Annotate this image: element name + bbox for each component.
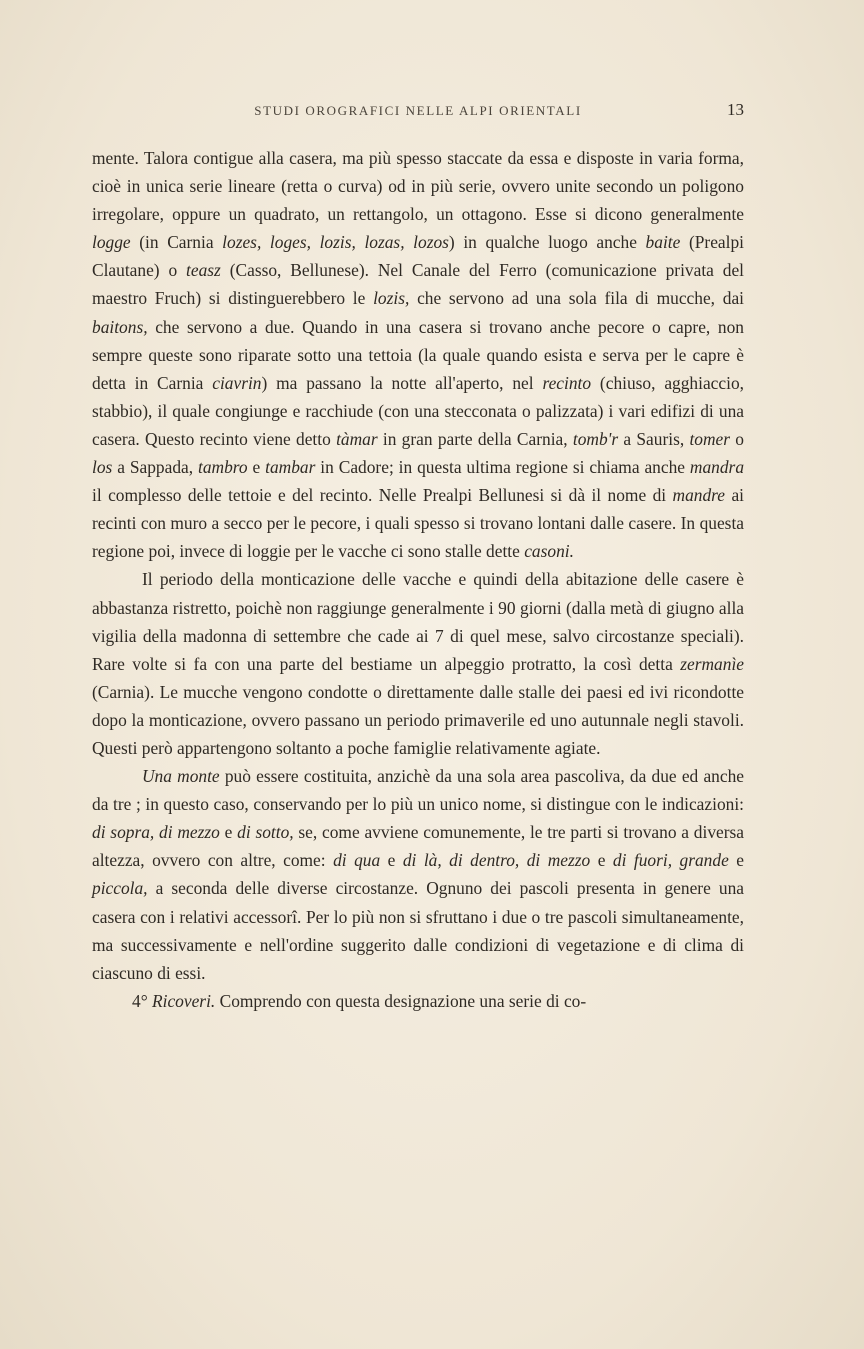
text-run: ai recinti con muro a secco per le pecore, i quali spesso si trovano lontani dalle casere. In questa regione poi, invece di loggie per le vacche ci sono stalle dette bbox=[92, 485, 744, 562]
italic-term: tomer bbox=[689, 428, 731, 449]
italic-term: zermanìe bbox=[680, 653, 744, 674]
italic-term: lozes, loges, lozis, lozas, lozos bbox=[222, 232, 449, 253]
italic-term: di fuori, grande bbox=[612, 850, 729, 871]
text-run: in gran parte della Carnia, bbox=[377, 428, 573, 449]
text-run: (Casso, Bellunese). Nel Canale del Ferro (comunicazione privata del maestro Fruch) si distinguerebbero le bbox=[92, 260, 744, 309]
body-text bbox=[92, 144, 744, 1015]
text-run: che servono ad una sola fila di mucche, dai bbox=[409, 288, 745, 309]
text-run: o bbox=[730, 428, 744, 449]
text-run: (in Carnia bbox=[130, 232, 223, 253]
paragraph-1 bbox=[92, 144, 744, 565]
italic-term: teasz bbox=[186, 260, 221, 281]
text-run: e bbox=[219, 822, 238, 843]
italic-term: recinto bbox=[542, 372, 592, 393]
italic-term: casoni. bbox=[524, 541, 574, 562]
italic-term: tambar bbox=[265, 457, 316, 478]
italic-term: tàmar bbox=[336, 428, 378, 449]
italic-term: los bbox=[92, 457, 113, 478]
running-title: STUDI OROGRAFICI NELLE ALPI ORIENTALI bbox=[254, 103, 582, 118]
italic-term: baitons, bbox=[92, 316, 148, 337]
text-run: Il periodo della monticazione delle vacche e quindi della abitazione delle casere è abbastanza ristretto, poichè non raggiunge generalmente i 90 giorni (dalla metà di giugno alla vigilia della madonna di settembre che cade ai 7 di quel mese, salvo circostanze speciali). Rare volte si fa con una parte del bestiame un alpeggio protratto, la così detta bbox=[92, 569, 744, 674]
italic-term: Una monte bbox=[142, 766, 220, 787]
italic-term: di qua bbox=[333, 850, 381, 871]
italic-term: logge bbox=[92, 232, 131, 253]
text-run: se, come avviene comunemente, le tre parti si trovano a diversa altezza, ovvero con altre, come: bbox=[92, 822, 745, 871]
text-run: a seconda delle diverse circostanze. Ognuno dei pascoli presenta in genere una casera con i relativi accessorî. Per lo più non si sfruttano i due o tre pascoli simultaneamente, ma successivamente e nell'ordine suggerito dalle condizioni di vegetazione e di clima di ciascuno di essi. bbox=[92, 878, 744, 983]
text-run: e bbox=[247, 457, 266, 478]
page-header bbox=[92, 100, 744, 124]
paragraph-3 bbox=[92, 762, 744, 987]
italic-term: baite bbox=[645, 232, 681, 253]
italic-term: piccola, bbox=[92, 878, 148, 899]
italic-term: ciavrin bbox=[212, 372, 262, 393]
text-run: a Sappada, bbox=[112, 457, 198, 478]
italic-term: Ricoveri. bbox=[152, 990, 216, 1011]
text-run: il complesso delle tettoie e del recinto. Nelle Prealpi Bellunesi si dà il nome di bbox=[92, 485, 673, 506]
text-run: (Carnia). Le mucche vengono condotte o direttamente dalle stalle dei paesi ed ivi ricondotte dopo la monticazione, ovvero passano un periodo primaverile ed uno autunnale negli stavoli. Questi però appartengono soltanto a poche famiglie relativamente agiate. bbox=[92, 681, 744, 758]
text-run: ) in qualche luogo anche bbox=[448, 232, 646, 253]
paragraph-2 bbox=[92, 565, 744, 762]
italic-term: tomb'r bbox=[572, 428, 619, 449]
italic-term: lozis, bbox=[373, 288, 410, 309]
italic-term: di sopra, di mezzo bbox=[92, 822, 220, 843]
text-run: 4° bbox=[132, 990, 152, 1011]
italic-term: di sotto, bbox=[237, 822, 294, 843]
text-run: può essere costituita, anzichè da una sola area pascoliva, da due ed anche da tre ; in questo caso, conservando per lo più un unico nome, si distingue con le indicazioni: bbox=[92, 766, 744, 815]
paragraph-4 bbox=[92, 987, 744, 1015]
text-run: (Prealpi Clautane) o bbox=[92, 232, 744, 281]
italic-term: mandre bbox=[672, 485, 726, 506]
text-run: mente. Talora contigue alla casera, ma più spesso staccate da essa e disposte in varia forma, cioè in unica serie lineare (retta o curva) od in più serie, ovvero unite secondo un poligono irregolare, oppure un quadrato, un rettangolo, un ottagono. Esse si dicono generalmente bbox=[92, 148, 744, 225]
italic-term: di là, di dentro, di mezzo bbox=[402, 850, 591, 871]
text-run: (chiuso, agghiaccio, stabbio), il quale congiunge e racchiude (con una stecconata o palizzata) i vari edifizi di una casera. Questo recinto viene detto bbox=[92, 372, 744, 449]
text-run: e bbox=[728, 850, 744, 871]
text-run: e bbox=[590, 850, 613, 871]
text-run: a Sauris, bbox=[618, 428, 690, 449]
text-run: che servono a due. Quando in una casera si trovano anche pecore o capre, non sempre queste sono riparate sotto una tettoia (la quale quando esista e serva per le capre è detta in Carnia bbox=[92, 316, 744, 393]
italic-term: mandra bbox=[689, 457, 745, 478]
text-run: ) ma passano la notte all'aperto, nel bbox=[261, 372, 543, 393]
text-run: Comprendo con questa designazione una serie di co- bbox=[215, 990, 587, 1011]
text-run: in Cadore; in questa ultima regione si chiama anche bbox=[315, 457, 690, 478]
page-number: 13 bbox=[727, 100, 744, 119]
text-run: e bbox=[380, 850, 403, 871]
italic-term: tambro bbox=[198, 457, 248, 478]
